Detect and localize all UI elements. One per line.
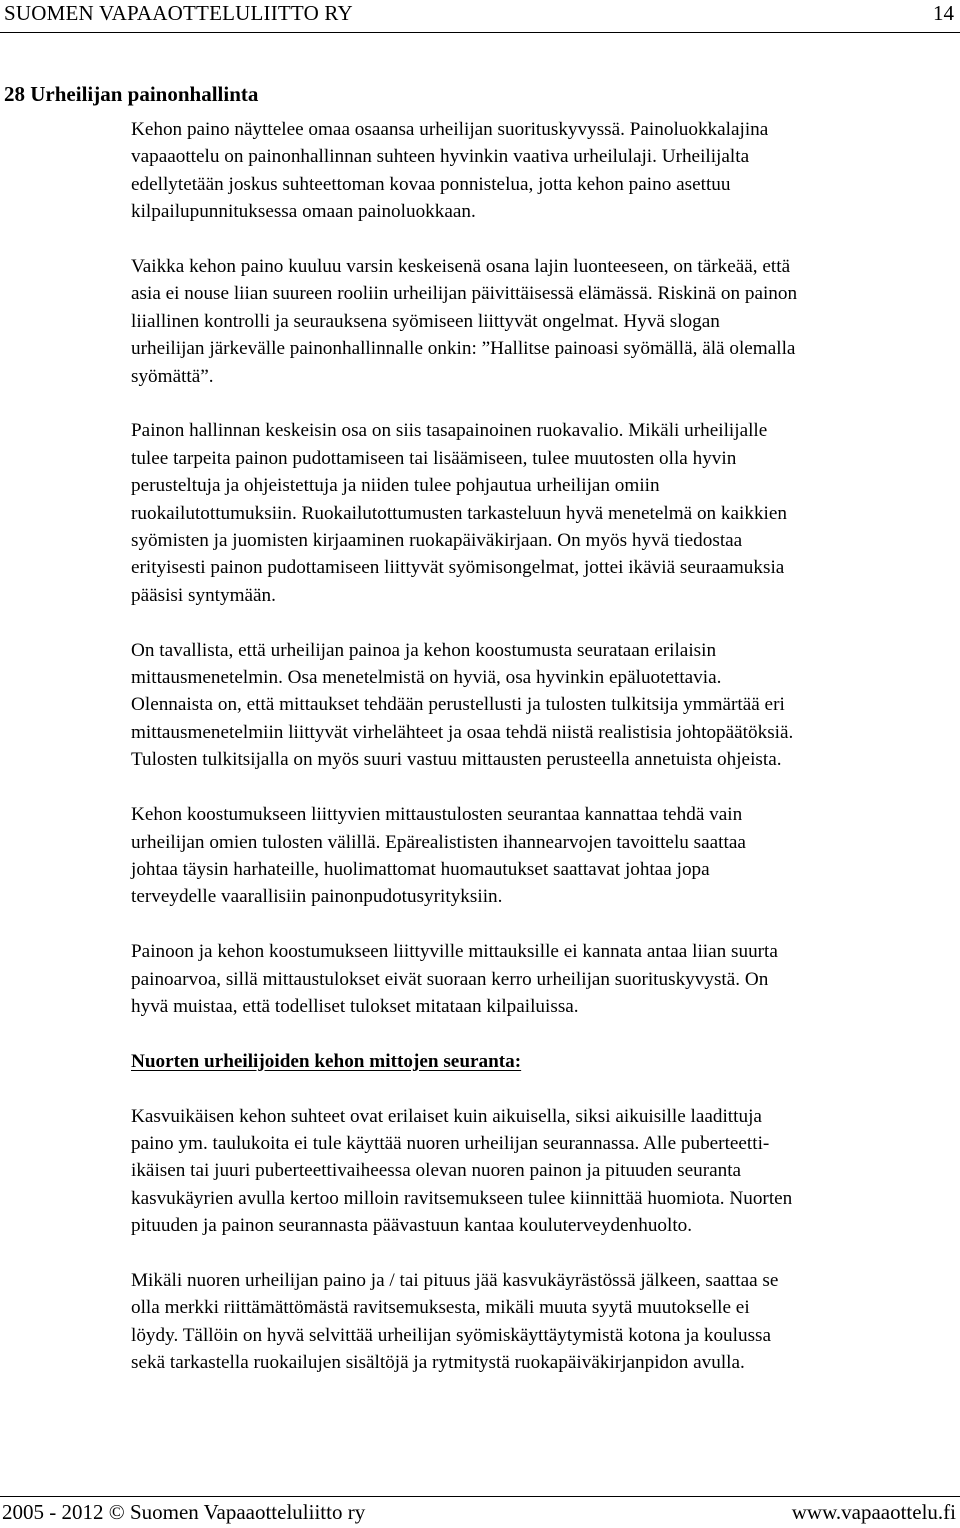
- paragraph-line: paino ym. taulukoita ei tule käyttää nuoren urheilijan seurannassa. Alle puberteetti-: [131, 1132, 770, 1154]
- paragraph-line: ruokailutottumuksiin. Ruokailutottumusten tarkasteluun hyvä menetelmä on kaikkien: [131, 502, 787, 524]
- section-heading: 28 Urheilijan painonhallinta: [4, 82, 259, 106]
- paragraph-line: kilpailupunnituksessa omaan painoluokkaan.: [131, 201, 476, 223]
- paragraph-line: sekä tarkastella ruokailujen sisältöjä ja rytmitystä ruokapäiväkirjanpidon avulla.: [131, 1352, 745, 1374]
- paragraph-line: syömisten ja juomisten kirjaaminen ruokapäiväkirjaan. On myös hyvä tiedostaa: [131, 530, 743, 552]
- paragraph-line: hyvä muistaa, että todelliset tulokset mitataan kilpailuissa.: [131, 995, 579, 1017]
- paragraph-line: tulee tarpeita painon pudottamiseen tai lisäämiseen, tulee muutosten olla hyvin: [131, 447, 737, 469]
- paragraphs-group: [131, 116, 957, 1020]
- paragraph-line: mittausmenetelmiin liittyvät virhelähteet ja osaa tehdä niistä realistisia johtopäätöksiä.: [131, 721, 794, 743]
- paragraph-line: Kehon koostumukseen liittyvien mittaustulosten seurantaa kannattaa tehdä vain: [131, 804, 743, 826]
- paragraph-line: liiallinen kontrolli ja seurauksena syömiseen liittyvät ongelmat. Hyvä slogan: [131, 310, 720, 332]
- paragraph: [131, 417, 957, 609]
- paragraph: [131, 1103, 957, 1240]
- page-footer: [0, 1496, 960, 1528]
- footer-copyright: [2, 1500, 365, 1525]
- paragraph-line: edellytetään joskus suhteettoman kovaa ponnistelua, jotta kehon paino asettuu: [131, 173, 731, 195]
- paragraph-line: Kehon paino näyttelee omaa osaansa urheilijan suorituskyvyssä. Painoluokkalajina: [131, 119, 769, 140]
- footer-years: 2005 - 2012: [2, 1500, 104, 1524]
- paragraph-line: vapaaottelu on painonhallinnan suhteen hyvinkin vaativa urheilulaji. Urheilijalta: [131, 146, 750, 168]
- paragraph: [131, 116, 957, 226]
- paragraph-line: ikäisen tai juuri puberteettivaiheessa olevan nuoren painon ja pituuden seuranta: [131, 1160, 742, 1182]
- paragraph-line: terveydelle vaarallisiin painonpudotusyrityksiin.: [131, 886, 503, 908]
- paragraph-line: Vaikka kehon paino kuuluu varsin keskeisenä osana lajin luonteeseen, on tärkeää, että: [131, 256, 791, 278]
- paragraph-line: Olennaista on, että mittaukset tehdään perustellusti ja tulosten tulkitsija ymmärtää eri: [131, 694, 785, 716]
- copyright-icon: ©: [108, 1500, 125, 1524]
- paragraph-line: On tavallista, että urheilijan painoa ja kehon koostumusta seurataan erilaisin: [131, 639, 717, 661]
- paragraph-line: Mikäli nuoren urheilijan paino ja / tai pituus jää kasvukäyrästössä jälkeen, saattaa se: [131, 1269, 779, 1291]
- paragraphs-group-after: [131, 1103, 957, 1377]
- paragraph-line: pääsisi syntymään.: [131, 584, 276, 606]
- page-header: [0, 0, 960, 30]
- paragraph: [131, 253, 957, 390]
- paragraph: [131, 938, 957, 1020]
- paragraph-line: urheilijan omien tulosten välillä. Epärealististen ihannearvojen tavoittelu saattaa: [131, 831, 746, 853]
- footer-website[interactable]: www.vapaaottelu.fi: [791, 1500, 956, 1524]
- paragraph-line: urheilijan järkevälle painonhallinnalle onkin: ”Hallitse painoasi syömällä, älä olemalla: [131, 338, 796, 360]
- paragraph-line: Painoon ja kehon koostumukseen liittyville mittauksille ei kannata antaa liian suurta: [131, 941, 778, 963]
- paragraph-line: erityisesti painon pudottamiseen liittyvät syömisongelmat, jottei ikäviä seuraamuksia: [131, 557, 785, 579]
- paragraph-line: Kasvuikäisen kehon suhteet ovat erilaiset kuin aikuisella, siksi aikuisille laadittuja: [131, 1105, 762, 1127]
- paragraph: [131, 637, 957, 774]
- paragraph-line: Painon hallinnan keskeisin osa on siis tasapainoinen ruokavalio. Mikäli urheilijalle: [131, 420, 768, 442]
- paragraph-line: syömättä”.: [131, 365, 214, 387]
- paragraph-line: kasvukäyrien avulla kertoo milloin ravitsemukseen tulee kiinnittää huomiota. Nuorten: [131, 1187, 793, 1209]
- header-divider: [0, 32, 960, 33]
- paragraph: [131, 1267, 957, 1377]
- footer-organization: Suomen Vapaaotteluliitto ry: [129, 1500, 366, 1524]
- page-number: 14: [933, 1, 954, 25]
- paragraph-line: mittausmenetelmin. Osa menetelmistä on hyviä, osa hyvinkin epäluotettavia.: [131, 667, 722, 689]
- footer-divider: [0, 1496, 960, 1497]
- paragraph: [131, 801, 957, 911]
- paragraph-line: asia ei nouse liian suureen rooliin urheilijan päivittäisessä elämässä. Riskinä on painon: [131, 283, 798, 305]
- paragraph-line: perusteltuja ja ohjeistettuja ja niiden tulee pohjautua urheilijan omiin: [131, 475, 660, 497]
- paragraph-line: pituuden ja painon seurannasta päävastuun kantaa kouluterveydenhuolto.: [131, 1215, 693, 1237]
- paragraph-line: löydy. Tällöin on hyvä selvittää urheilijan syömiskäyttäytymistä kotona ja koulussa: [131, 1324, 772, 1346]
- paragraph-line: Tulosten tulkitsijalla on myös suuri vastuu mittausten perusteella annetuista ohjeista.: [131, 749, 782, 771]
- header-organization: SUOMEN VAPAAOTTELULIITTO RY: [4, 1, 353, 25]
- paragraph-line: painoarvoa, sillä mittaustulokset eivät suoraan kerro urheilijan suorituskyvystä. On: [131, 968, 769, 990]
- document-body: [131, 116, 957, 1377]
- paragraph-line: olla merkki riittämättömästä ravitsemuksesta, mikäli muuta syytä muutokselle ei: [131, 1297, 750, 1319]
- paragraph-line: johtaa täysin harhateille, huolimattomat huomautukset saattavat johtaa jopa: [131, 858, 710, 880]
- subheading: Nuorten urheilijoiden kehon mittojen seuranta:: [131, 1050, 522, 1072]
